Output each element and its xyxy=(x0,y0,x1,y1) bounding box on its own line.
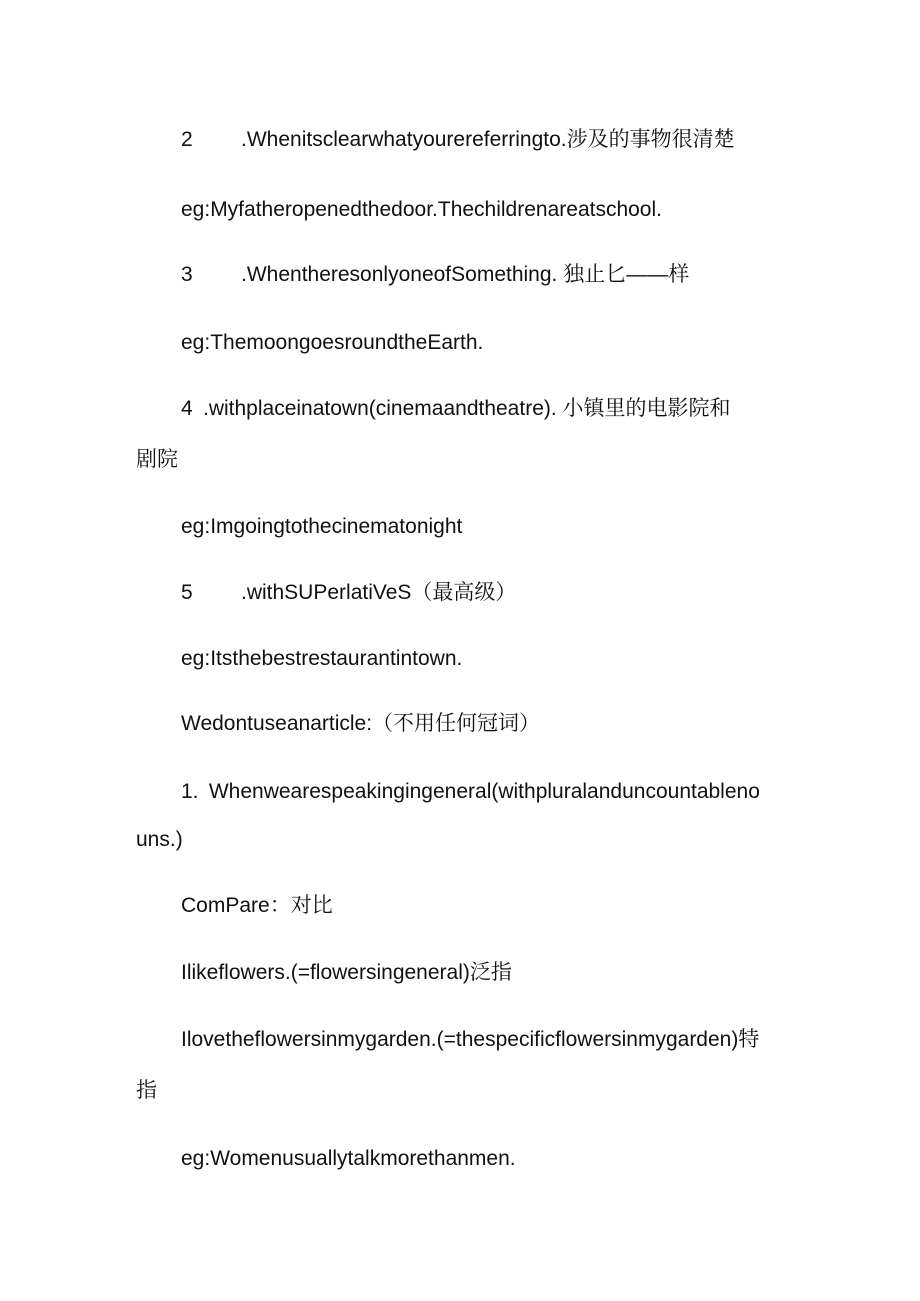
compare-text: ComPare：对比 xyxy=(181,894,333,917)
rule-text: .withplaceinatown(cinemaandtheatre). 小镇里的电影院和 xyxy=(203,397,731,420)
rule-text: .withSUPerlatiVeS（最高级） xyxy=(241,581,517,604)
example-text: eg:ThemoongoesroundtheEarth. xyxy=(181,331,484,354)
rule-text: Whenwearespeakingingeneral(withpluralanduncountableno xyxy=(208,780,760,803)
example-line xyxy=(181,197,662,223)
section-heading-text: Wedontuseanarticle:（不用任何冠词） xyxy=(181,712,541,735)
rule-number: 1. xyxy=(181,780,199,803)
example-line xyxy=(181,1027,759,1053)
continuation-line xyxy=(136,447,178,473)
example-line xyxy=(181,514,462,540)
example-text: eg:Womenusuallytalkmorethanmen. xyxy=(181,1147,516,1170)
rule-5-line xyxy=(181,580,516,606)
rule-4-line xyxy=(181,396,731,422)
continuation-text: 指 xyxy=(136,1079,157,1102)
continuation-line xyxy=(136,1078,157,1104)
compare-heading xyxy=(181,893,333,919)
continuation-text: 剧院 xyxy=(136,448,178,471)
example-line xyxy=(181,960,512,986)
section-heading xyxy=(181,711,540,737)
example-text: eg:Itsthebestrestaurantintown. xyxy=(181,647,463,670)
rule-text: .WhentheresonlyoneofSomething. 独止匕——样 xyxy=(241,263,690,286)
rule-number: 2 xyxy=(181,128,193,151)
example-line xyxy=(181,646,462,672)
example-text: eg:Imgoingtothecinematonight xyxy=(181,515,463,538)
continuation-line xyxy=(136,827,183,853)
rule-1-line xyxy=(181,779,760,805)
example-line xyxy=(181,1146,516,1172)
rule-2-line xyxy=(181,127,735,153)
example-text: eg:Myfatheropenedthedoor.Thechildrenareatschool. xyxy=(181,198,662,221)
rule-text: .Whenitsclearwhatyourereferringto.涉及的事物很清楚 xyxy=(241,128,735,151)
rule-3-line xyxy=(181,262,689,288)
rule-number: 4 xyxy=(181,397,193,420)
continuation-text: uns.) xyxy=(136,828,183,851)
rule-number: 3 xyxy=(181,263,193,286)
example-line xyxy=(181,330,483,356)
rule-number: 5 xyxy=(181,581,193,604)
example-text: Ilikeflowers.(=flowersingeneral)泛指 xyxy=(181,961,512,984)
example-text: Ilovetheflowersinmygarden.(=thespecificflowersinmygarden)特 xyxy=(181,1028,760,1051)
